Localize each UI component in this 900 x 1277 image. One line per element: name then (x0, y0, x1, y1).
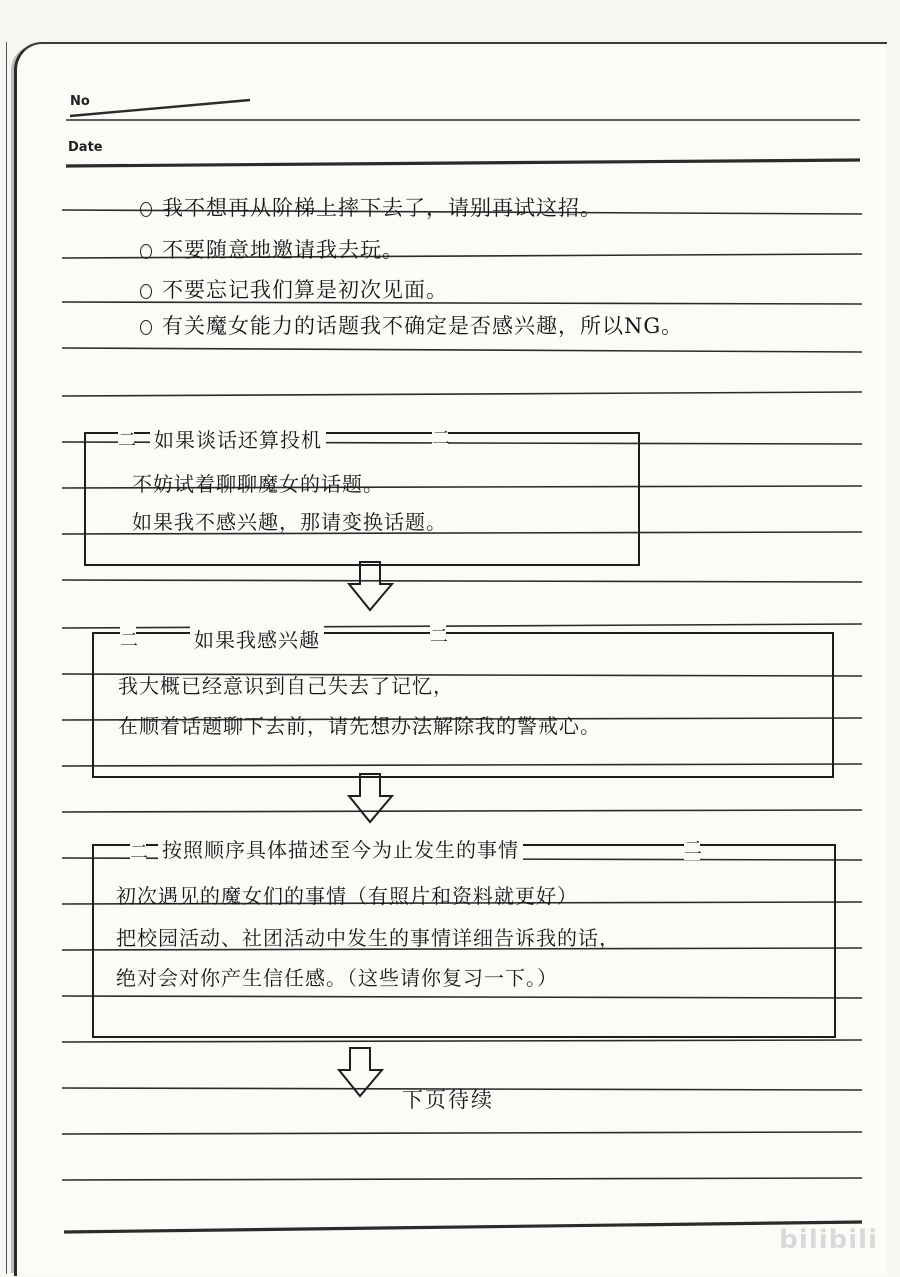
box-line: 我大概已经意识到自己失去了记忆， (118, 674, 454, 698)
box-line: 在顺着话题聊下去前，请先想办法解除我的警戒心。 (118, 714, 601, 738)
down-arrow-icon (346, 772, 396, 826)
box-line: 不妨试着聊聊魔女的话题。 (132, 472, 384, 496)
list-item-text: 不要随意地邀请我去玩。 (162, 238, 404, 262)
list-item-text: 不要忘记我们算是初次见面。 (162, 278, 448, 302)
box-line: 如果我不感兴趣，那请变换话题。 (132, 510, 447, 534)
watermark: bilibili (779, 1225, 878, 1255)
down-arrow-icon (346, 560, 396, 614)
no-label: No (70, 94, 90, 109)
bullet-icon (140, 202, 152, 217)
list-item-text: 我不想再从阶梯上摔下去了，请别再试这招。 (162, 196, 602, 220)
list-item (140, 192, 602, 222)
to-be-continued: 下页待续 (402, 1088, 494, 1112)
down-arrow-icon (336, 1046, 386, 1100)
box-line: 绝对会对你产生信任感。（这些请你复习一下。） (116, 966, 558, 990)
box-interested (92, 632, 834, 778)
box-title: 如果谈话还算投机 (150, 424, 326, 453)
box-line: 初次遇见的魔女们的事情（有照片和资料就更好） (116, 884, 578, 908)
deco-marks: 二 (118, 426, 134, 452)
list-item (140, 274, 448, 304)
deco-marks: 二 (130, 838, 146, 864)
list-item-text: 有关魔女能力的话题我不确定是否感兴趣，所以NG。 (162, 314, 684, 338)
box-line: 把校园活动、社团活动中发生的事情详细告诉我的话， (116, 926, 620, 950)
date-label: Date (68, 140, 103, 155)
bullet-icon (140, 284, 152, 299)
bullet-icon (140, 320, 152, 335)
bullet-icon (140, 244, 152, 259)
box-title: 如果我感兴趣 (190, 624, 324, 653)
box-title: 按照顺序具体描述至今为止发生的事情 (158, 834, 523, 863)
deco-marks: 二 (430, 622, 446, 648)
deco-marks: 二 (684, 834, 700, 860)
list-item (140, 310, 683, 340)
list-item (140, 234, 404, 264)
deco-marks: 二 (120, 626, 136, 652)
deco-marks: 二 (432, 424, 448, 450)
